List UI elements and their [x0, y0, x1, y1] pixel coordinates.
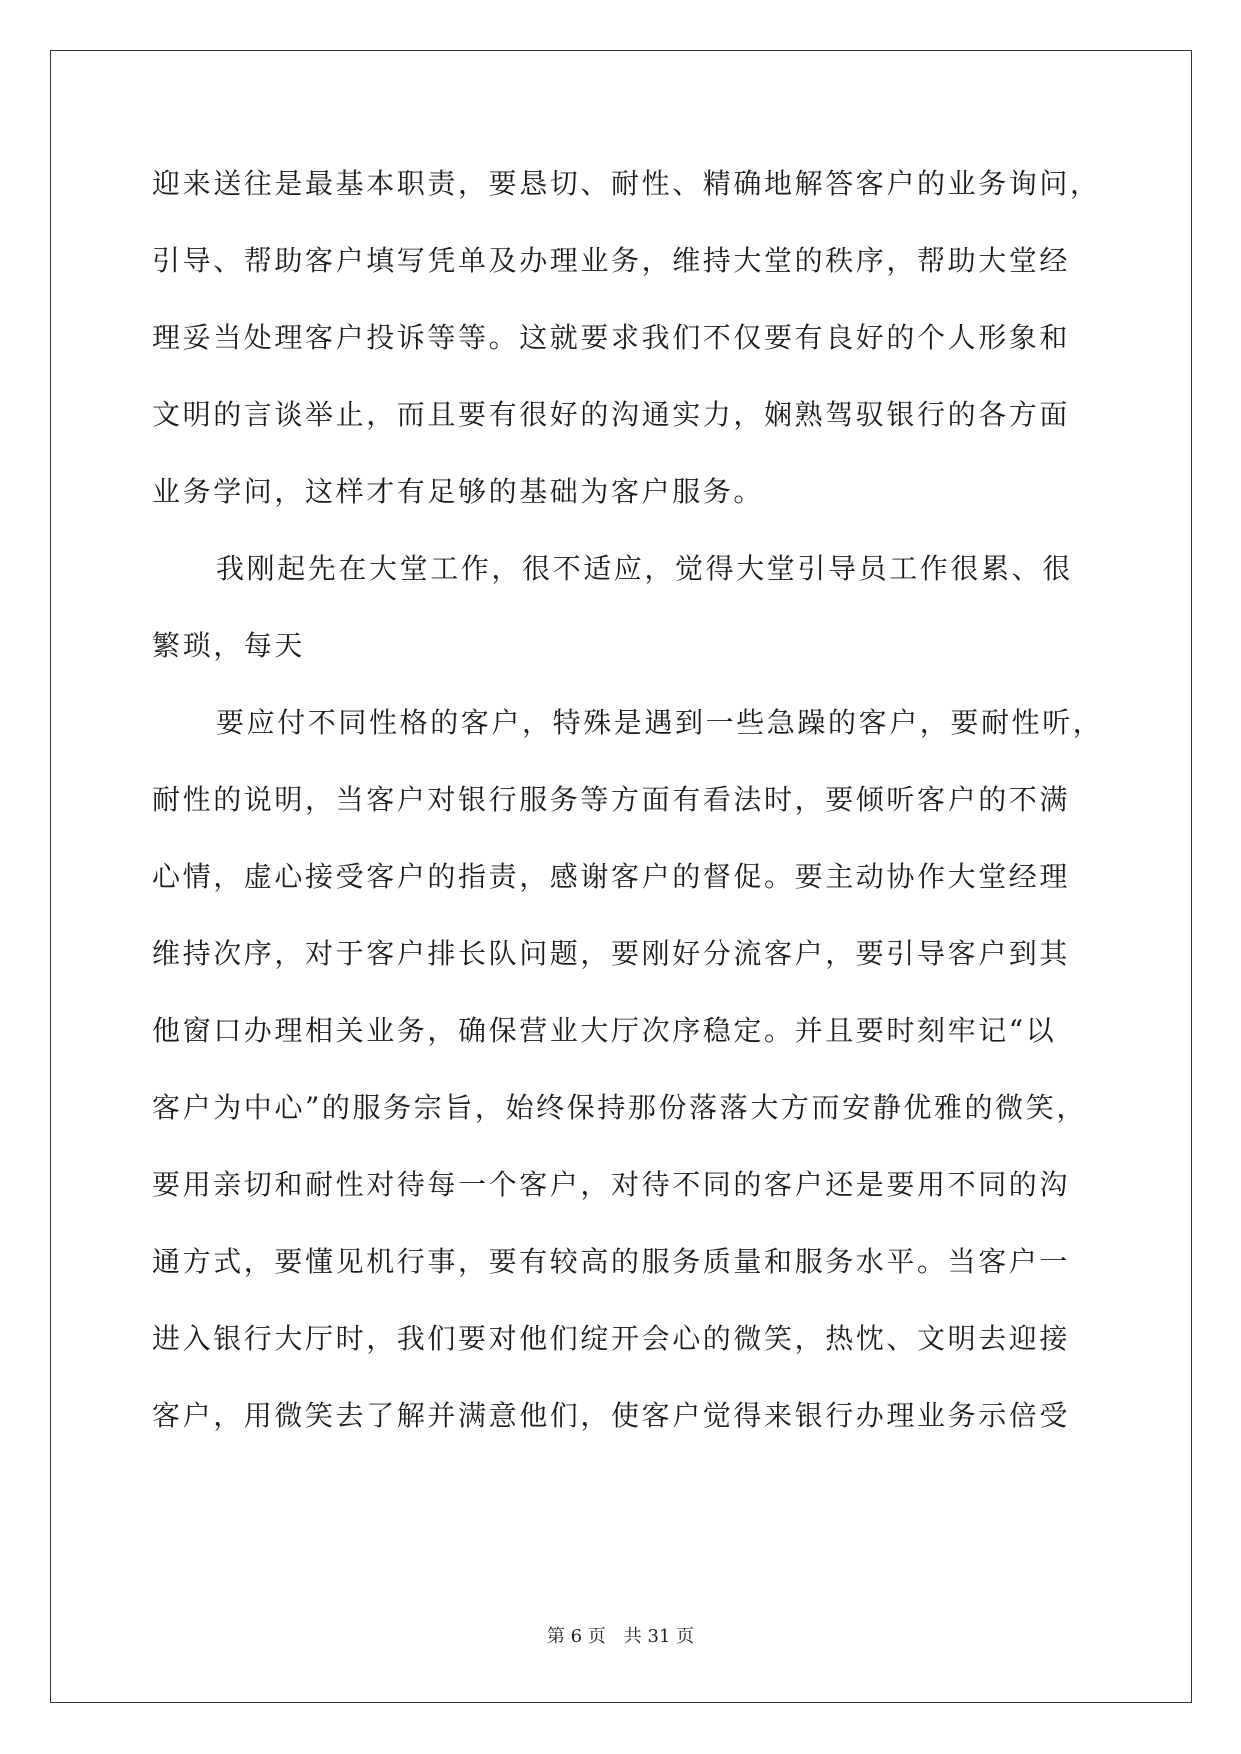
- page-number-footer: 第 6 页 共 31 页: [546, 1626, 695, 1647]
- text-line: 我刚起先在大堂工作，很不适应，觉得大堂引导员工作很累、很: [216, 552, 1073, 585]
- text-line: 他窗口办理相关业务，确保营业大厅次序稳定。并且要时刻牢记“以: [152, 1014, 1057, 1047]
- text-line: 客户，用微笑去了解并满意他们，使客户觉得来银行办理业务示倍受: [152, 1399, 1071, 1432]
- text-line: 文明的言谈举止，而且要有很好的沟通实力，娴熟驾驭银行的各方面: [152, 398, 1071, 431]
- text-line: 维持次序，对于客户排长队问题，要刚好分流客户，要引导客户到其: [152, 937, 1071, 970]
- document-body: [152, 164, 1104, 1473]
- text-line: 繁琐，每天: [152, 629, 306, 662]
- text-line: 要用亲切和耐性对待每一个客户，对待不同的客户还是要用不同的沟: [152, 1168, 1071, 1201]
- text-line: 心情，虚心接受客户的指责，感谢客户的督促。要主动协作大堂经理: [152, 860, 1071, 893]
- text-line: 迎来送往是最基本职责，要恳切、耐性、精确地解答客户的业务询问，: [152, 167, 1101, 200]
- text-line: 要应付不同性格的客户，特殊是遇到一些急躁的客户，要耐性听，: [216, 706, 1104, 739]
- text-line: 客户为中心”的服务宗旨，始终保持那份落落大方而安静优雅的微笑，: [152, 1091, 1087, 1124]
- text-line: 理妥当处理客户投诉等等。这就要求我们不仅要有良好的个人形象和: [152, 321, 1071, 354]
- text-line: 进入银行大厅时，我们要对他们绽开会心的微笑，热忱、文明去迎接: [152, 1322, 1071, 1355]
- text-line: 业务学问，这样才有足够的基础为客户服务。: [152, 475, 765, 508]
- text-line: 耐性的说明，当客户对银行服务等方面有看法时，要倾听客户的不满: [152, 783, 1071, 816]
- text-line: 通方式，要懂见机行事，要有较高的服务质量和服务水平。当客户一: [152, 1245, 1071, 1278]
- text-line: 引导、帮助客户填写凭单及办理业务，维持大堂的秩序，帮助大堂经: [152, 244, 1071, 277]
